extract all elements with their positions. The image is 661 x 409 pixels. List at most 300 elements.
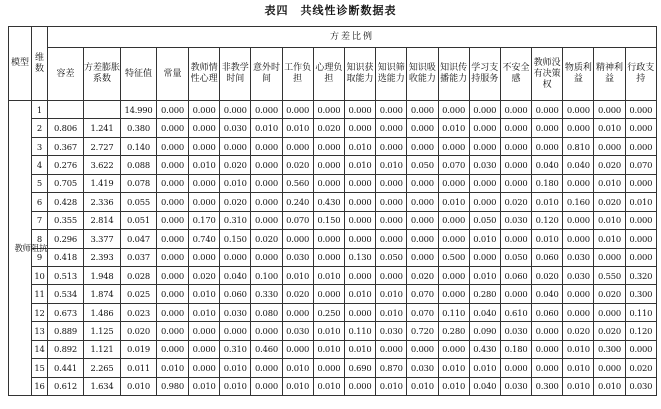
variance-proportion-cell: 0.000 (407, 101, 438, 119)
table-row (9, 322, 657, 340)
variance-proportion-cell: 0.120 (625, 322, 656, 340)
variance-proportion-cell: 0.010 (189, 303, 220, 321)
tolerance-cell: 0.441 (48, 359, 84, 377)
tolerance-cell: 0.276 (48, 156, 84, 174)
variance-proportion-cell: 0.000 (469, 248, 500, 266)
variance-proportion-cell: 0.000 (282, 340, 313, 358)
variance-proportion-cell: 0.030 (625, 377, 656, 395)
variance-proportion-cell: 0.000 (313, 101, 344, 119)
variance-proportion-cell: 0.020 (532, 266, 563, 284)
variance-proportion-cell: 0.310 (220, 340, 251, 358)
variance-proportion-cell: 0.000 (500, 119, 531, 137)
vif-cell: 2.814 (84, 211, 121, 229)
tolerance-cell: 0.428 (48, 193, 84, 211)
variance-proportion-cell: 0.000 (563, 211, 594, 229)
variance-proportion-cell: 0.000 (438, 266, 469, 284)
variance-proportion-cell: 0.000 (563, 285, 594, 303)
variance-proportion-cell: 0.000 (251, 377, 282, 395)
variance-proportion-cell: 0.000 (407, 119, 438, 137)
variance-proportion-cell: 0.010 (594, 230, 625, 248)
vif-cell (84, 101, 121, 119)
variance-proportion-cell: 0.000 (407, 137, 438, 155)
eigenvalue-cell: 0.010 (121, 377, 157, 395)
variance-proportion-cell: 0.000 (563, 230, 594, 248)
constant-cell: 0.980 (157, 377, 189, 395)
dimension-cell: 16 (32, 377, 48, 395)
table-row (9, 285, 657, 303)
constant-cell: 0.000 (157, 230, 189, 248)
variance-proportion-cell: 0.000 (251, 211, 282, 229)
tolerance-cell: 0.418 (48, 248, 84, 266)
variance-proportion-cell: 0.000 (594, 248, 625, 266)
variance-proportion-cell: 0.000 (625, 230, 656, 248)
variance-proportion-cell: 0.010 (563, 377, 594, 395)
constant-cell: 0.000 (157, 285, 189, 303)
variance-proportion-cell: 0.000 (251, 248, 282, 266)
variance-proportion-cell: 0.070 (407, 303, 438, 321)
variance-proportion-cell: 0.430 (469, 340, 500, 358)
variance-proportion-cell: 0.740 (189, 230, 220, 248)
variance-proportion-cell: 0.870 (376, 359, 407, 377)
dimension-cell: 5 (32, 174, 48, 192)
variance-proportion-cell: 0.000 (313, 137, 344, 155)
eigenvalue-cell: 0.011 (121, 359, 157, 377)
variance-proportion-cell: 0.170 (189, 211, 220, 229)
variance-proportion-cell: 0.000 (625, 211, 656, 229)
variance-proportion-cell: 0.040 (469, 377, 500, 395)
header-variable: 非教学时间 (220, 48, 251, 101)
variance-proportion-cell: 0.000 (220, 248, 251, 266)
variance-proportion-cell: 0.090 (469, 322, 500, 340)
variance-proportion-cell: 0.080 (251, 303, 282, 321)
variance-proportion-cell: 0.000 (251, 322, 282, 340)
table-row (9, 266, 657, 284)
variance-proportion-cell: 0.130 (344, 248, 375, 266)
variance-proportion-cell: 0.000 (189, 359, 220, 377)
table-row (9, 230, 657, 248)
variance-proportion-cell: 0.020 (625, 359, 656, 377)
variance-proportion-cell: 0.000 (189, 322, 220, 340)
variance-proportion-cell: 0.000 (344, 174, 375, 192)
table-row (9, 193, 657, 211)
variance-proportion-cell: 0.060 (532, 248, 563, 266)
constant-cell: 0.000 (157, 156, 189, 174)
variance-proportion-cell: 0.810 (563, 137, 594, 155)
tolerance-cell: 0.534 (48, 285, 84, 303)
dimension-cell: 1 (32, 101, 48, 119)
variance-proportion-cell: 0.000 (469, 119, 500, 137)
variance-proportion-cell: 0.070 (625, 156, 656, 174)
tolerance-cell: 0.889 (48, 322, 84, 340)
variance-proportion-cell: 0.000 (189, 174, 220, 192)
variance-proportion-cell: 0.300 (625, 285, 656, 303)
model-label-text: 教师阻抗 (14, 243, 48, 253)
variance-proportion-cell: 0.030 (563, 266, 594, 284)
dimension-cell: 14 (32, 340, 48, 358)
variance-proportion-cell: 0.000 (376, 230, 407, 248)
header-vif: 方差膨胀系数 (84, 48, 121, 101)
variance-proportion-cell: 0.020 (282, 285, 313, 303)
variance-proportion-cell: 0.010 (532, 193, 563, 211)
table-body (9, 101, 657, 396)
table-row (9, 359, 657, 377)
dimension-cell: 9 (32, 248, 48, 266)
constant-cell: 0.000 (157, 119, 189, 137)
variance-proportion-cell: 0.030 (407, 359, 438, 377)
variance-proportion-cell: 0.320 (625, 266, 656, 284)
variance-proportion-cell: 0.500 (438, 248, 469, 266)
variance-proportion-cell: 0.010 (189, 156, 220, 174)
variance-proportion-cell: 0.000 (376, 266, 407, 284)
tolerance-cell: 0.296 (48, 230, 84, 248)
variance-proportion-cell: 0.000 (282, 303, 313, 321)
variance-proportion-cell: 0.010 (220, 377, 251, 395)
dimension-cell: 4 (32, 156, 48, 174)
header-variable: 知识获取能力 (344, 48, 375, 101)
variance-proportion-cell: 0.020 (220, 193, 251, 211)
variance-proportion-cell: 0.110 (438, 303, 469, 321)
variance-proportion-cell: 0.000 (532, 359, 563, 377)
variance-proportion-cell: 0.180 (532, 174, 563, 192)
variance-proportion-cell: 0.010 (344, 340, 375, 358)
collinearity-diagnostics-table (8, 26, 657, 396)
vif-cell: 2.265 (84, 359, 121, 377)
variance-proportion-cell: 0.550 (594, 266, 625, 284)
variance-proportion-cell: 0.610 (500, 303, 531, 321)
header-variable: 心理负担 (313, 48, 344, 101)
variance-proportion-cell: 0.000 (500, 285, 531, 303)
variance-proportion-cell: 0.010 (313, 322, 344, 340)
variance-proportion-cell: 0.000 (500, 230, 531, 248)
eigenvalue-cell: 0.025 (121, 285, 157, 303)
variance-proportion-cell: 0.070 (407, 285, 438, 303)
variance-proportion-cell: 0.070 (282, 211, 313, 229)
variance-proportion-cell: 0.000 (282, 101, 313, 119)
variance-proportion-cell: 0.150 (313, 211, 344, 229)
variance-proportion-cell: 0.000 (594, 303, 625, 321)
table-row (9, 377, 657, 395)
table-row (9, 211, 657, 229)
variance-proportion-cell: 0.000 (500, 101, 531, 119)
dimension-cell: 3 (32, 137, 48, 155)
tolerance-cell: 0.367 (48, 137, 84, 155)
header-variance-proportion: 方差比例 (48, 27, 657, 48)
eigenvalue-cell: 0.020 (121, 322, 157, 340)
table-row (9, 137, 657, 155)
tolerance-cell: 0.892 (48, 340, 84, 358)
variance-proportion-cell: 0.000 (438, 285, 469, 303)
variance-proportion-cell: 0.000 (625, 101, 656, 119)
variance-proportion-cell: 0.010 (438, 119, 469, 137)
variance-proportion-cell: 0.000 (532, 101, 563, 119)
header-variable: 不安全感 (500, 48, 531, 101)
variance-proportion-cell: 0.000 (532, 322, 563, 340)
variance-proportion-cell: 0.000 (344, 193, 375, 211)
variance-proportion-cell: 0.000 (376, 174, 407, 192)
variance-proportion-cell: 0.000 (251, 359, 282, 377)
variance-proportion-cell: 0.000 (344, 230, 375, 248)
variance-proportion-cell: 0.000 (438, 230, 469, 248)
header-variable: 精神利益 (594, 48, 625, 101)
variance-proportion-cell: 0.000 (438, 340, 469, 358)
eigenvalue-cell: 0.028 (121, 266, 157, 284)
variance-proportion-cell: 0.010 (438, 359, 469, 377)
variance-proportion-cell: 0.010 (594, 174, 625, 192)
eigenvalue-cell: 0.078 (121, 174, 157, 192)
variance-proportion-cell: 0.000 (500, 174, 531, 192)
variance-proportion-cell: 0.030 (500, 211, 531, 229)
variance-proportion-cell: 0.000 (625, 248, 656, 266)
dimension-cell: 13 (32, 322, 48, 340)
variance-proportion-cell: 0.000 (189, 248, 220, 266)
variance-proportion-cell: 0.010 (282, 377, 313, 395)
variance-proportion-cell: 0.000 (251, 174, 282, 192)
variance-proportion-cell: 0.000 (469, 193, 500, 211)
variance-proportion-cell: 0.000 (625, 174, 656, 192)
variance-proportion-cell: 0.300 (594, 340, 625, 358)
variance-proportion-cell: 0.250 (313, 303, 344, 321)
variance-proportion-cell: 0.020 (594, 285, 625, 303)
variance-proportion-cell: 0.180 (500, 340, 531, 358)
variance-proportion-cell: 0.010 (563, 359, 594, 377)
variance-proportion-cell: 0.000 (532, 119, 563, 137)
variance-proportion-cell: 0.000 (313, 156, 344, 174)
variance-proportion-cell: 0.000 (251, 156, 282, 174)
tolerance-cell: 0.612 (48, 377, 84, 395)
variance-proportion-cell: 0.050 (407, 156, 438, 174)
variance-proportion-cell: 0.000 (563, 119, 594, 137)
header-constant: 常量 (157, 48, 189, 101)
variance-proportion-cell: 0.010 (282, 266, 313, 284)
variance-proportion-cell: 0.280 (469, 285, 500, 303)
variance-proportion-cell: 0.010 (189, 285, 220, 303)
variance-proportion-cell: 0.010 (594, 119, 625, 137)
variance-proportion-cell: 0.020 (189, 266, 220, 284)
table-row (9, 340, 657, 358)
variance-proportion-cell: 0.040 (469, 303, 500, 321)
variance-proportion-cell: 0.000 (469, 101, 500, 119)
variance-proportion-cell: 0.000 (189, 340, 220, 358)
table-row (9, 248, 657, 266)
variance-proportion-cell: 0.010 (189, 377, 220, 395)
tolerance-cell: 0.806 (48, 119, 84, 137)
variance-proportion-cell: 0.040 (532, 156, 563, 174)
variance-proportion-cell: 0.000 (532, 137, 563, 155)
variance-proportion-cell: 0.060 (220, 285, 251, 303)
dimension-cell: 12 (32, 303, 48, 321)
variance-proportion-cell: 0.010 (376, 285, 407, 303)
variance-proportion-cell: 0.040 (563, 156, 594, 174)
variance-proportion-cell: 0.010 (220, 174, 251, 192)
variance-proportion-cell: 0.020 (407, 266, 438, 284)
variance-proportion-cell: 0.000 (625, 340, 656, 358)
eigenvalue-cell: 0.047 (121, 230, 157, 248)
variance-proportion-cell: 0.000 (407, 340, 438, 358)
eigenvalue-cell: 0.019 (121, 340, 157, 358)
variance-proportion-cell: 0.030 (500, 377, 531, 395)
variance-proportion-cell: 0.000 (594, 359, 625, 377)
header-model: 模型 (9, 27, 32, 101)
header-eigenvalue: 特征值 (121, 48, 157, 101)
variance-proportion-cell: 0.000 (407, 248, 438, 266)
variance-proportion-cell: 0.000 (625, 137, 656, 155)
constant-cell: 0.000 (157, 101, 189, 119)
variance-proportion-cell: 0.110 (344, 322, 375, 340)
variance-proportion-cell: 0.150 (220, 230, 251, 248)
variance-proportion-cell: 0.000 (376, 211, 407, 229)
variance-proportion-cell: 0.030 (500, 322, 531, 340)
dimension-cell: 11 (32, 285, 48, 303)
variance-proportion-cell: 0.000 (376, 119, 407, 137)
tolerance-cell: 0.673 (48, 303, 84, 321)
vif-cell: 1.486 (84, 303, 121, 321)
variance-proportion-cell: 0.030 (563, 248, 594, 266)
variance-proportion-cell: 0.020 (563, 322, 594, 340)
variance-proportion-cell: 0.430 (313, 193, 344, 211)
variance-proportion-cell: 0.010 (344, 285, 375, 303)
variance-proportion-cell: 0.160 (563, 193, 594, 211)
variance-proportion-cell: 0.010 (469, 266, 500, 284)
variance-proportion-cell: 0.020 (282, 156, 313, 174)
variance-proportion-cell: 0.460 (251, 340, 282, 358)
variance-proportion-cell: 0.690 (344, 359, 375, 377)
variance-proportion-cell: 0.000 (251, 101, 282, 119)
variance-proportion-cell: 0.060 (500, 266, 531, 284)
variance-proportion-cell: 0.010 (438, 193, 469, 211)
variance-proportion-cell: 0.000 (376, 137, 407, 155)
variance-proportion-cell: 0.030 (376, 322, 407, 340)
vif-cell: 3.377 (84, 230, 121, 248)
variance-proportion-cell: 0.280 (438, 322, 469, 340)
eigenvalue-cell: 14.990 (121, 101, 157, 119)
constant-cell: 0.000 (157, 137, 189, 155)
eigenvalue-cell: 0.088 (121, 156, 157, 174)
variance-proportion-cell: 0.020 (500, 193, 531, 211)
variance-proportion-cell: 0.050 (469, 211, 500, 229)
header-variable: 教师情性心理 (189, 48, 220, 101)
variance-proportion-cell: 0.000 (500, 156, 531, 174)
variance-proportion-cell: 0.000 (344, 211, 375, 229)
vif-cell: 1.948 (84, 266, 121, 284)
variance-proportion-cell: 0.300 (532, 377, 563, 395)
variance-proportion-cell: 0.000 (625, 119, 656, 137)
vif-cell: 2.393 (84, 248, 121, 266)
variance-proportion-cell: 0.000 (344, 266, 375, 284)
variance-proportion-cell: 0.000 (563, 101, 594, 119)
variance-proportion-cell: 0.000 (563, 174, 594, 192)
variance-proportion-cell: 0.000 (251, 193, 282, 211)
variance-proportion-cell: 0.000 (469, 174, 500, 192)
variance-proportion-cell: 0.010 (594, 211, 625, 229)
variance-proportion-cell: 0.000 (344, 303, 375, 321)
variance-proportion-cell: 0.010 (313, 377, 344, 395)
vif-cell: 1.419 (84, 174, 121, 192)
variance-proportion-cell: 0.010 (344, 156, 375, 174)
variance-proportion-cell: 0.000 (469, 137, 500, 155)
variance-proportion-cell: 0.030 (282, 248, 313, 266)
table-row (9, 303, 657, 321)
header-variable: 知识吸收能力 (407, 48, 438, 101)
variance-proportion-cell: 0.110 (625, 303, 656, 321)
variance-proportion-cell: 0.000 (313, 230, 344, 248)
header-tolerance: 容差 (48, 48, 84, 101)
header-variable: 物质利益 (563, 48, 594, 101)
variance-proportion-cell: 0.040 (532, 285, 563, 303)
constant-cell: 0.000 (157, 340, 189, 358)
tolerance-cell: 0.705 (48, 174, 84, 192)
variance-proportion-cell: 0.040 (220, 266, 251, 284)
variance-proportion-cell: 0.000 (500, 359, 531, 377)
variance-proportion-cell: 0.010 (594, 377, 625, 395)
constant-cell: 0.000 (157, 266, 189, 284)
variance-proportion-cell: 0.000 (407, 193, 438, 211)
table-row (9, 156, 657, 174)
variance-proportion-cell: 0.000 (563, 303, 594, 321)
variance-proportion-cell: 0.720 (407, 322, 438, 340)
variance-proportion-cell: 0.000 (189, 193, 220, 211)
variance-proportion-cell: 0.000 (438, 174, 469, 192)
table-row (9, 119, 657, 137)
variance-proportion-cell: 0.000 (189, 137, 220, 155)
variance-proportion-cell: 0.010 (563, 340, 594, 358)
eigenvalue-cell: 0.023 (121, 303, 157, 321)
variance-proportion-cell: 0.310 (220, 211, 251, 229)
variance-proportion-cell: 0.100 (251, 266, 282, 284)
variance-proportion-cell: 0.000 (344, 377, 375, 395)
vif-cell: 2.727 (84, 137, 121, 155)
variance-proportion-cell: 0.010 (376, 156, 407, 174)
variance-proportion-cell: 0.000 (594, 101, 625, 119)
vif-cell: 1.121 (84, 340, 121, 358)
variance-proportion-cell: 0.050 (500, 248, 531, 266)
dimension-cell: 10 (32, 266, 48, 284)
variance-proportion-cell: 0.030 (469, 156, 500, 174)
variance-proportion-cell: 0.000 (500, 137, 531, 155)
variance-proportion-cell: 0.020 (220, 156, 251, 174)
variance-proportion-cell: 0.020 (594, 156, 625, 174)
variance-proportion-cell: 0.010 (438, 377, 469, 395)
variance-proportion-cell: 0.000 (438, 137, 469, 155)
variance-proportion-cell: 0.010 (344, 137, 375, 155)
constant-cell: 0.000 (157, 248, 189, 266)
dimension-cell: 7 (32, 211, 48, 229)
dimension-cell: 2 (32, 119, 48, 137)
variance-proportion-cell: 0.000 (438, 101, 469, 119)
vif-cell: 1.241 (84, 119, 121, 137)
vif-cell: 3.622 (84, 156, 121, 174)
variance-proportion-cell: 0.560 (282, 174, 313, 192)
vif-cell: 2.336 (84, 193, 121, 211)
eigenvalue-cell: 0.051 (121, 211, 157, 229)
variance-proportion-cell: 0.020 (594, 322, 625, 340)
vif-cell: 1.125 (84, 322, 121, 340)
tolerance-cell (48, 101, 84, 119)
variance-proportion-cell: 0.000 (220, 322, 251, 340)
constant-cell: 0.010 (157, 359, 189, 377)
variance-proportion-cell: 0.000 (344, 119, 375, 137)
tolerance-cell: 0.513 (48, 266, 84, 284)
variance-proportion-cell: 0.000 (438, 211, 469, 229)
table-caption: 表四 共线性诊断数据表 (264, 4, 397, 17)
variance-proportion-cell: 0.060 (532, 303, 563, 321)
variance-proportion-cell: 0.000 (376, 340, 407, 358)
constant-cell: 0.000 (157, 303, 189, 321)
eigenvalue-cell: 0.037 (121, 248, 157, 266)
variance-proportion-cell: 0.010 (532, 230, 563, 248)
variance-proportion-cell: 0.030 (282, 322, 313, 340)
table-row (9, 101, 657, 119)
variance-proportion-cell: 0.010 (469, 359, 500, 377)
